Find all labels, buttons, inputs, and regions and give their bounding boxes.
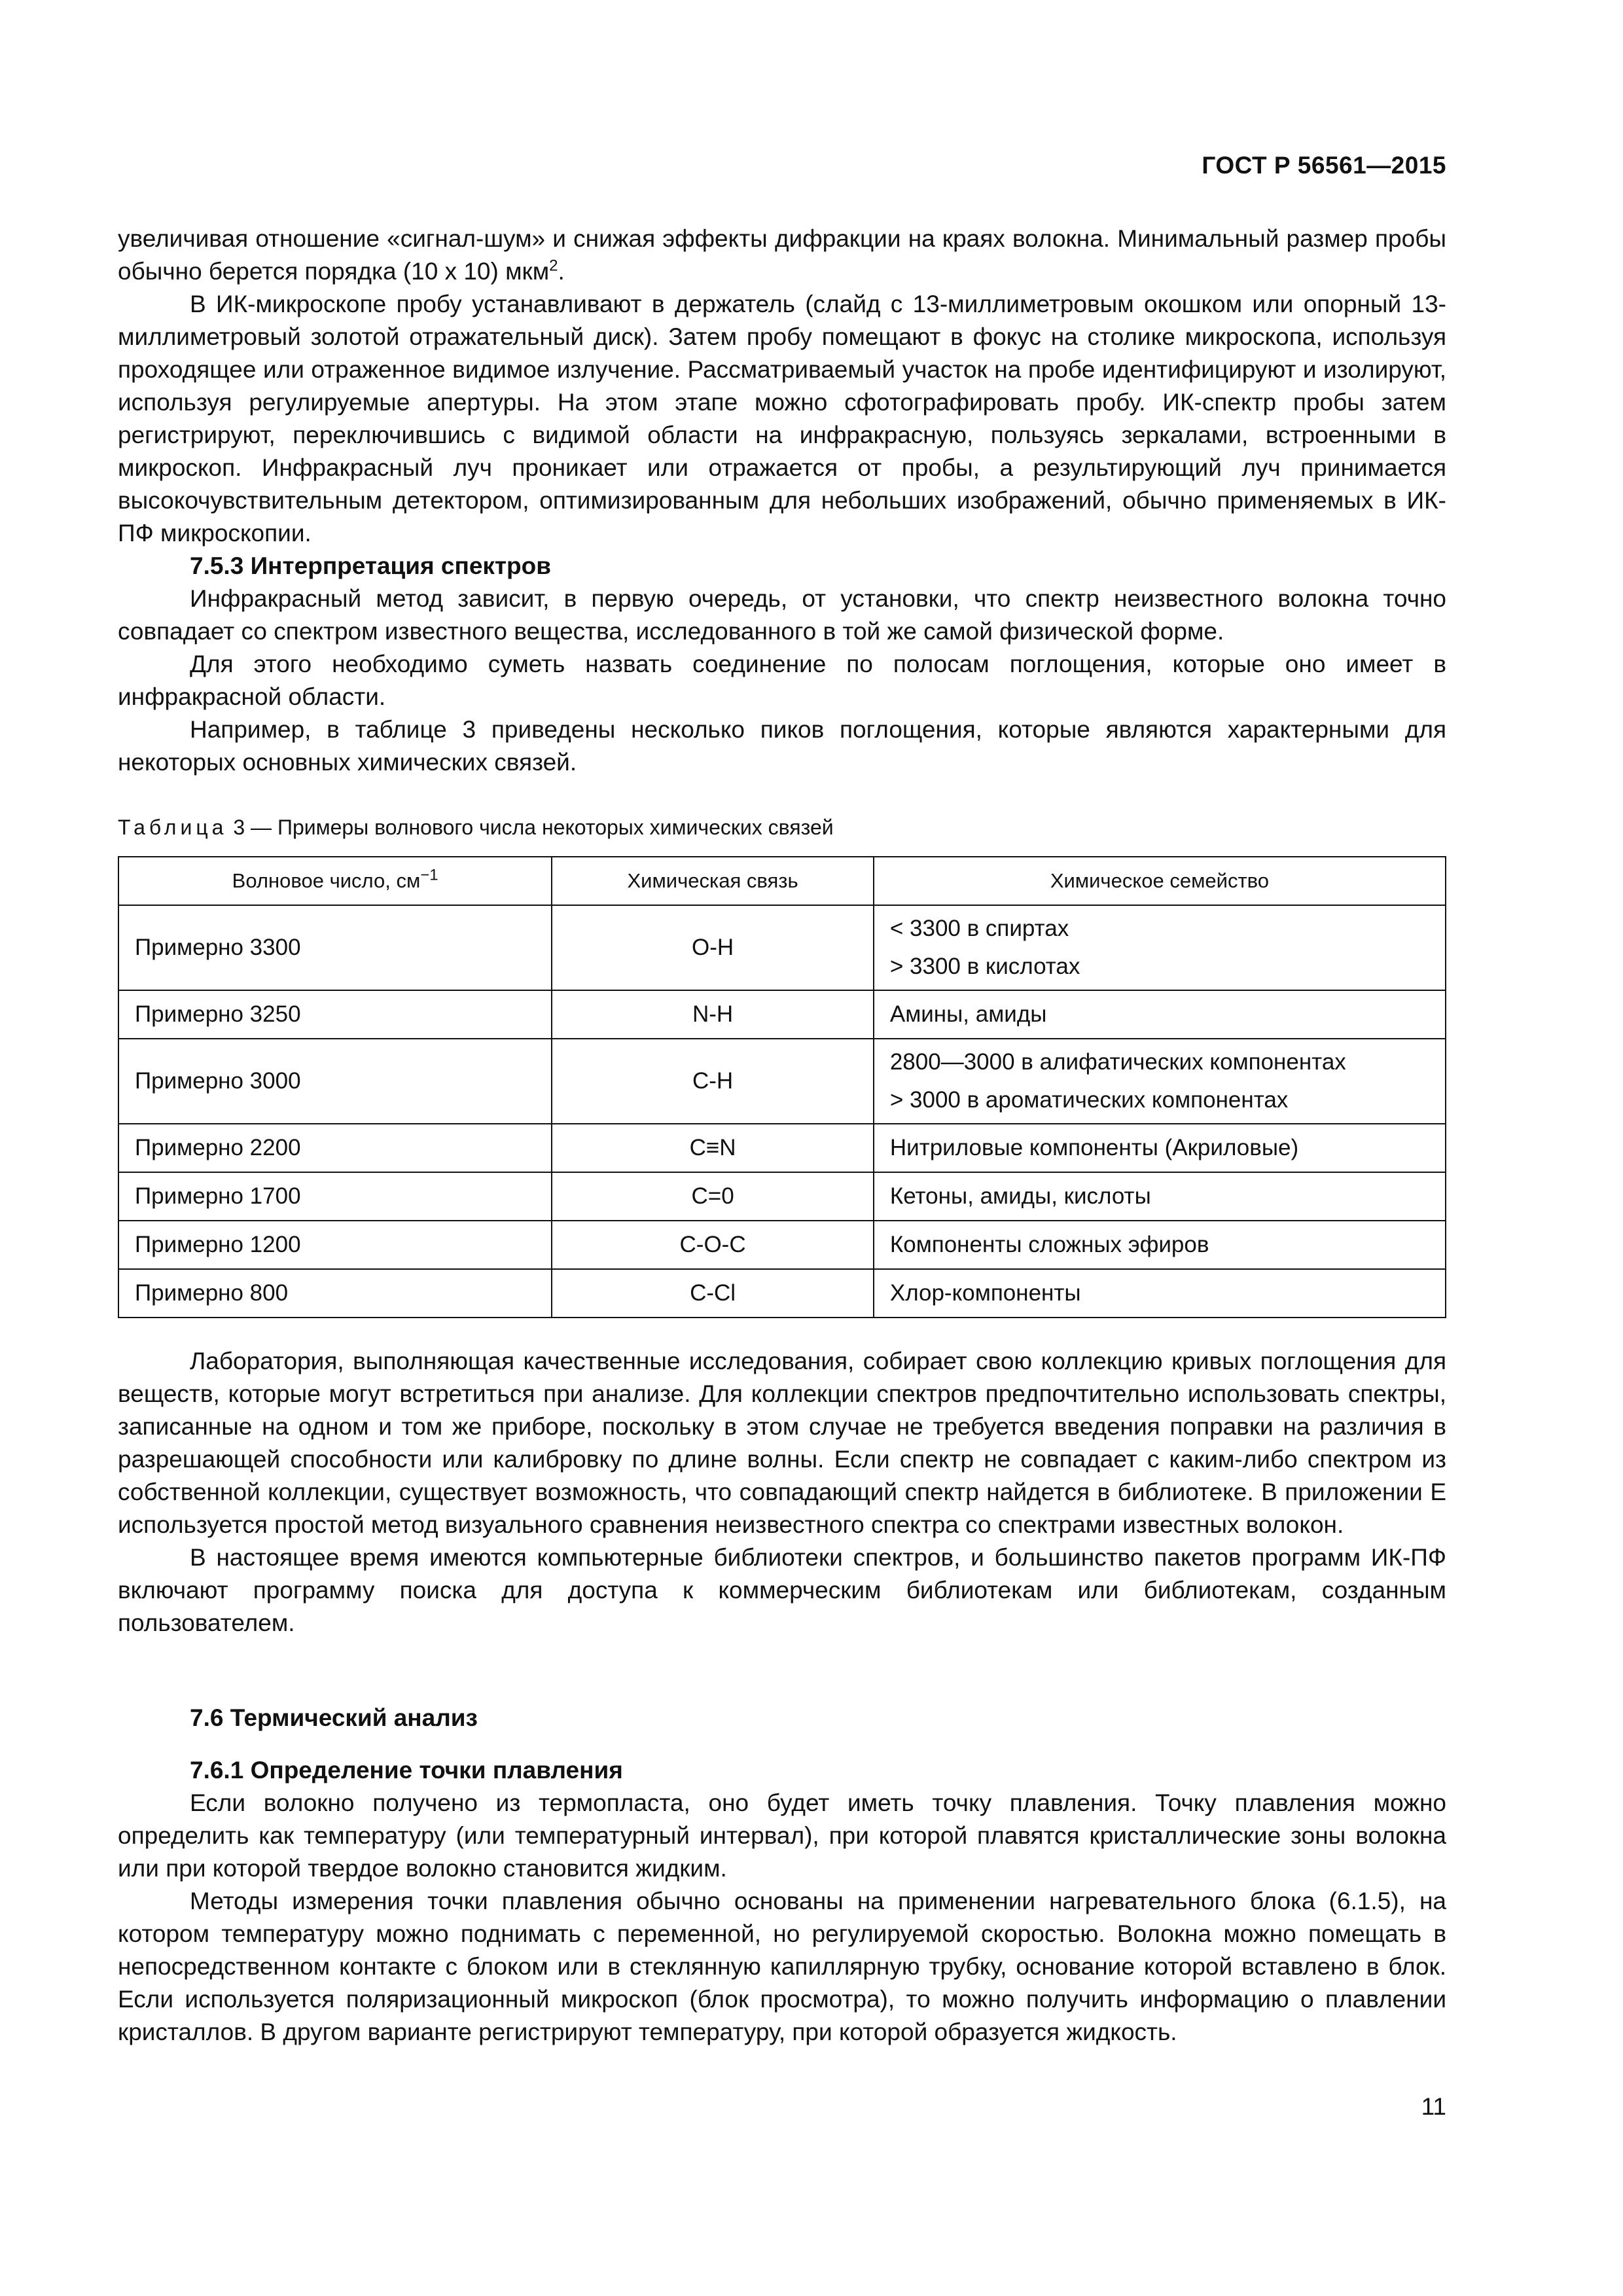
table-row <box>118 1269 1446 1318</box>
cell-wavenumber: Примерно 2200 <box>118 1124 552 1172</box>
intro-paragraph-2: В ИК-микроскопе пробу устанавливают в держатель (слайд с 13-миллиметровым окошком или опорный 13-миллиметровый золотой отражательный диск). Затем пробу помещают в фокус на столике микроскопа, используя проходящее или отраженное видимое излучение. Рассматриваемый участок на пробе идентифицируют и изолируют, используя регулируемые апертуры. На этом этапе можно сфотографировать пробу. ИК-спектр пробы затем регистрируют, переключившись с видимой области на инфракрасную, пользуясь зеркалами, встроенными в микроскоп. Инфракрасный луч проникает или отражается от пробы, а результирующий луч принимается высокочувствительным детектором, оптимизированным для небольших изображений, обычно применяемых в ИК-ПФ микроскопии. <box>118 291 1446 547</box>
after-table-block <box>118 1345 1446 1640</box>
table-caption: Таблица 3 — Примеры волнового числа некоторых химических связей <box>118 816 834 839</box>
page-number: 11 <box>1421 2093 1446 2120</box>
table-row <box>118 1172 1446 1221</box>
cell-wavenumber: Примерно 1200 <box>118 1221 552 1269</box>
cell-bond: N-H <box>552 990 874 1039</box>
cell-bond: C-O-C <box>552 1221 874 1269</box>
section-7-5-3-paragraph-2: Для этого необходимо суметь назвать соединение по полосам поглощения, которые оно имеет в инфракрасной области. <box>118 651 1446 710</box>
table-3 <box>118 856 1446 1318</box>
section-7-6-block <box>118 1702 1446 1734</box>
section-7-5-3-paragraph-1: Инфракрасный метод зависит, в первую очередь, от установки, что спектр неизвестного волокна точно совпадает со спектром известного вещества, исследованного в той же самой физической форме. <box>118 585 1446 645</box>
superscript-2: 2 <box>549 257 558 275</box>
cell-family: Хлор-компоненты <box>874 1269 1446 1318</box>
table-row <box>118 1124 1446 1172</box>
table-row <box>118 990 1446 1039</box>
cell-wavenumber: Примерно 3250 <box>118 990 552 1039</box>
after-table-paragraph-2: В настоящее время имеются компьютерные библиотеки спектров, и большинство пакетов программ ИК-ПФ включают программу поиска для доступа к коммерческим библиотекам или библиотекам, созданным пользователем. <box>118 1544 1446 1636</box>
intro-block <box>118 223 1446 779</box>
header-wavenumber: Волновое число, $см^{-1}$ <box>118 857 552 905</box>
cell-bond: C=0 <box>552 1172 874 1221</box>
section-7-6-1-block <box>118 1754 1446 2049</box>
header-bond: Химическая связь <box>552 857 874 905</box>
cell-family: Кетоны, амиды, кислоты <box>874 1172 1446 1221</box>
table-header-row <box>118 857 1446 905</box>
section-heading-7-6-1: 7.6.1 Определение точки плавления <box>190 1757 623 1784</box>
section-7-6-1-paragraph-2: Методы измерения точки плавления обычно основаны на применении нагревательного блока (6.1.5), на котором температуру можно поднимать с переменной, но регулируемой скоростью. Волокна можно помещать в непосредственном контакте с блоком или в стеклянную капиллярную трубку, основание которой вставлено в блок. Если используется поляризационный микроскоп (блок просмотра), то можно получить информацию о плавлении кристаллов. В другом варианте регистрируют температуру, при которой образуется жидкость. <box>118 1888 1446 2045</box>
cell-family: Нитриловые компоненты (Акриловые) <box>874 1124 1446 1172</box>
section-heading-7-5-3: 7.5.3 Интерпретация спектров <box>190 552 552 579</box>
cell-bond: O-H <box>552 905 874 990</box>
cell-wavenumber: Примерно 1700 <box>118 1172 552 1221</box>
section-7-6-1-paragraph-1: Если волокно получено из термопласта, оно будет иметь точку плавления. Точку плавления можно определить как температуру (или температурный интервал), при которой плавятся кристаллические зоны волокна или при которой твердое волокно становится жидким. <box>118 1789 1446 1882</box>
after-table-paragraph-1: Лаборатория, выполняющая качественные исследования, собирает свою коллекцию кривых поглощения для веществ, которые могут встретиться при анализе. Для коллекции спектров предпочтительно использовать спектры, записанные на одном и том же приборе, поскольку в этом случае не требуется введения поправки на различия в разрешающей способности или калибровку по длине волны. Если спектр не совпадает с каким-либо спектром из собственной коллекции, существует возможность, что совпадающий спектр найдется в библиотеке. В приложении Е используется простой метод визуального сравнения неизвестного спектра со спектрами известных волокон. <box>118 1348 1446 1538</box>
table-row <box>118 1039 1446 1124</box>
cell-family: 2800—3000 в алифатических компонентах > 3000 в ароматических компонентах <box>874 1039 1446 1124</box>
cell-bond: C-Cl <box>552 1269 874 1318</box>
cell-bond: C-H <box>552 1039 874 1124</box>
section-heading-7-6: 7.6 Термический анализ <box>190 1704 478 1731</box>
table-row <box>118 1221 1446 1269</box>
cell-family: Компоненты сложных эфиров <box>874 1221 1446 1269</box>
intro-paragraph-1: увеличивая отношение «сигнал-шум» и снижая эффекты дифракции на краях волокна. Минимальный размер пробы обычно берется порядка (10 х 10) мкм$^2$. <box>118 225 1446 285</box>
cell-wavenumber: Примерно 3000 <box>118 1039 552 1124</box>
section-7-5-3-paragraph-3: Например, в таблице 3 приведены несколько пиков поглощения, которые являются характерными для некоторых основных химических связей. <box>118 716 1446 776</box>
cell-wavenumber: Примерно 3300 <box>118 905 552 990</box>
cell-wavenumber: Примерно 800 <box>118 1269 552 1318</box>
header-family: Химическое семейство <box>874 857 1446 905</box>
cell-family: < 3300 в спиртах > 3300 в кислотах <box>874 905 1446 990</box>
cell-family: Амины, амиды <box>874 990 1446 1039</box>
document-header: ГОСТ Р 56561—2015 <box>1202 152 1446 179</box>
table-row <box>118 905 1446 990</box>
cell-bond: C≡N <box>552 1124 874 1172</box>
